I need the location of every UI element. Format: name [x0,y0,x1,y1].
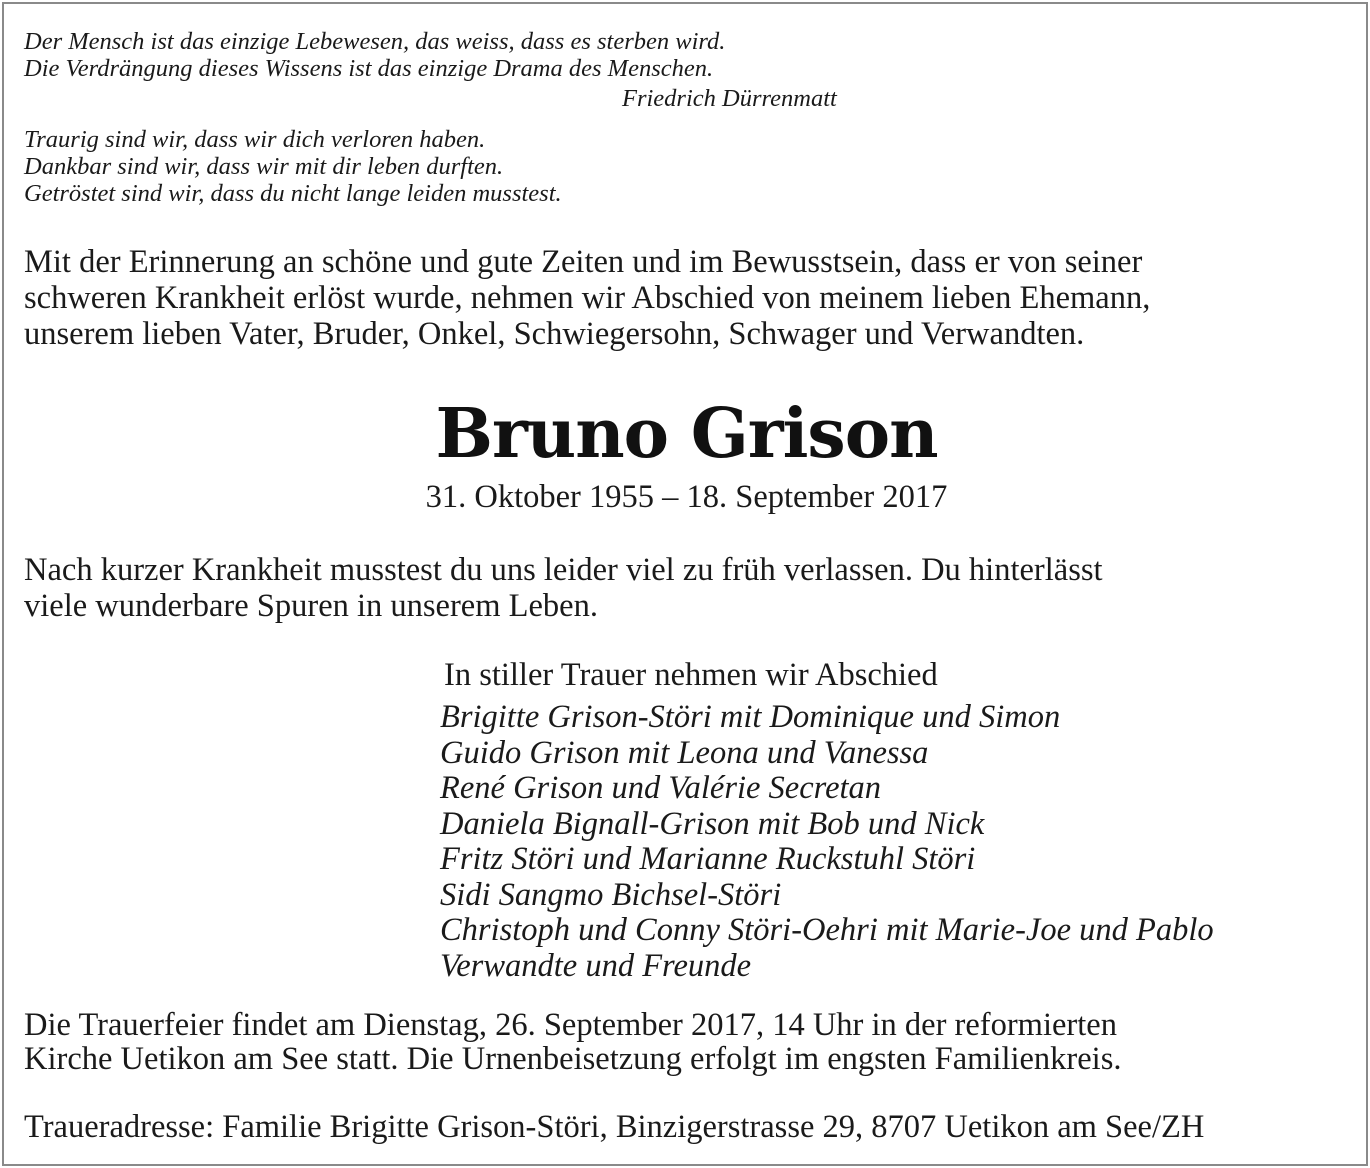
deceased-name: Bruno Grison [435,394,938,474]
ceremony-notice [24,1008,1349,1076]
message-line-1: Nach kurzer Krankheit musstest du uns leider viel zu früh verlassen. Du hinterlässt [24,552,1103,588]
message-line-2: viele wunderbare Spuren in unserem Leben. [24,588,598,624]
mourner-entry: Brigitte Grison-Störi mit Dominique und Simon [440,699,1061,735]
mourning-address: Traueradresse: Familie Brigitte Grison-Störi, Binzigerstrasse 29, 8707 Uetikon am See/ZH [24,1109,1205,1145]
intro-paragraph [24,244,1349,352]
mourner-entry: Verwandte und Freunde [440,947,752,984]
mourner-entry: René Grison und Valérie Secretan [440,770,882,806]
intro-line-1: Mit der Erinnerung an schöne und gute Zeiten und im Bewusstsein, dass er von seiner [24,244,1143,280]
verse-line-1: Traurig sind wir, dass wir dich verloren haben. [24,126,486,153]
life-dates: 31. Oktober 1955 – 18. September 2017 [425,479,948,515]
mourners-list [440,700,1360,984]
verse-line-3: Getröstet sind wir, dass du nicht lange leiden musstest. [24,180,562,207]
mourner-entry: Guido Grison mit Leona und Vanessa [440,734,929,771]
epigraph-quote [24,28,1349,112]
mourner-entry: Fritz Störi und Marianne Ruckstuhl Störi [440,841,976,877]
mourners-heading: In stiller Trauer nehmen wir Abschied [444,657,938,693]
intro-line-2: schweren Krankheit erlöst wurde, nehmen wir Abschied von meinem lieben Ehemann, [24,280,1151,316]
verse-line-2: Dankbar sind wir, dass wir mit dir leben durften. [24,153,504,180]
quote-line-1: Der Mensch ist das einzige Lebewesen, das weiss, dass es sterben wird. [24,28,726,55]
mourner-entry: Christoph und Conny Störi-Oehri mit Marie-Joe und Pablo [440,912,1214,948]
ceremony-line-2: Kirche Uetikon am See statt. Die Urnenbeisetzung erfolgt im engsten Familienkreis. [24,1041,1122,1077]
obituary-frame [2,2,1368,1166]
mourner-entry: Daniela Bignall-Grison mit Bob und Nick [440,805,985,842]
mourning-verse [24,126,1349,207]
mourner-entry: Sidi Sangmo Bichsel-Störi [440,876,782,913]
quote-line-2: Die Verdrängung dieses Wissens ist das einzige Drama des Menschen. [24,55,714,82]
quote-author: Friedrich Dürrenmatt [622,85,837,112]
ceremony-line-1: Die Trauerfeier findet am Dienstag, 26. September 2017, 14 Uhr in der reformierten [24,1007,1117,1043]
mourners-section [440,656,1360,984]
farewell-message [24,552,1349,624]
intro-line-3: unserem lieben Vater, Bruder, Onkel, Schwiegersohn, Schwager und Verwandten. [24,316,1085,352]
